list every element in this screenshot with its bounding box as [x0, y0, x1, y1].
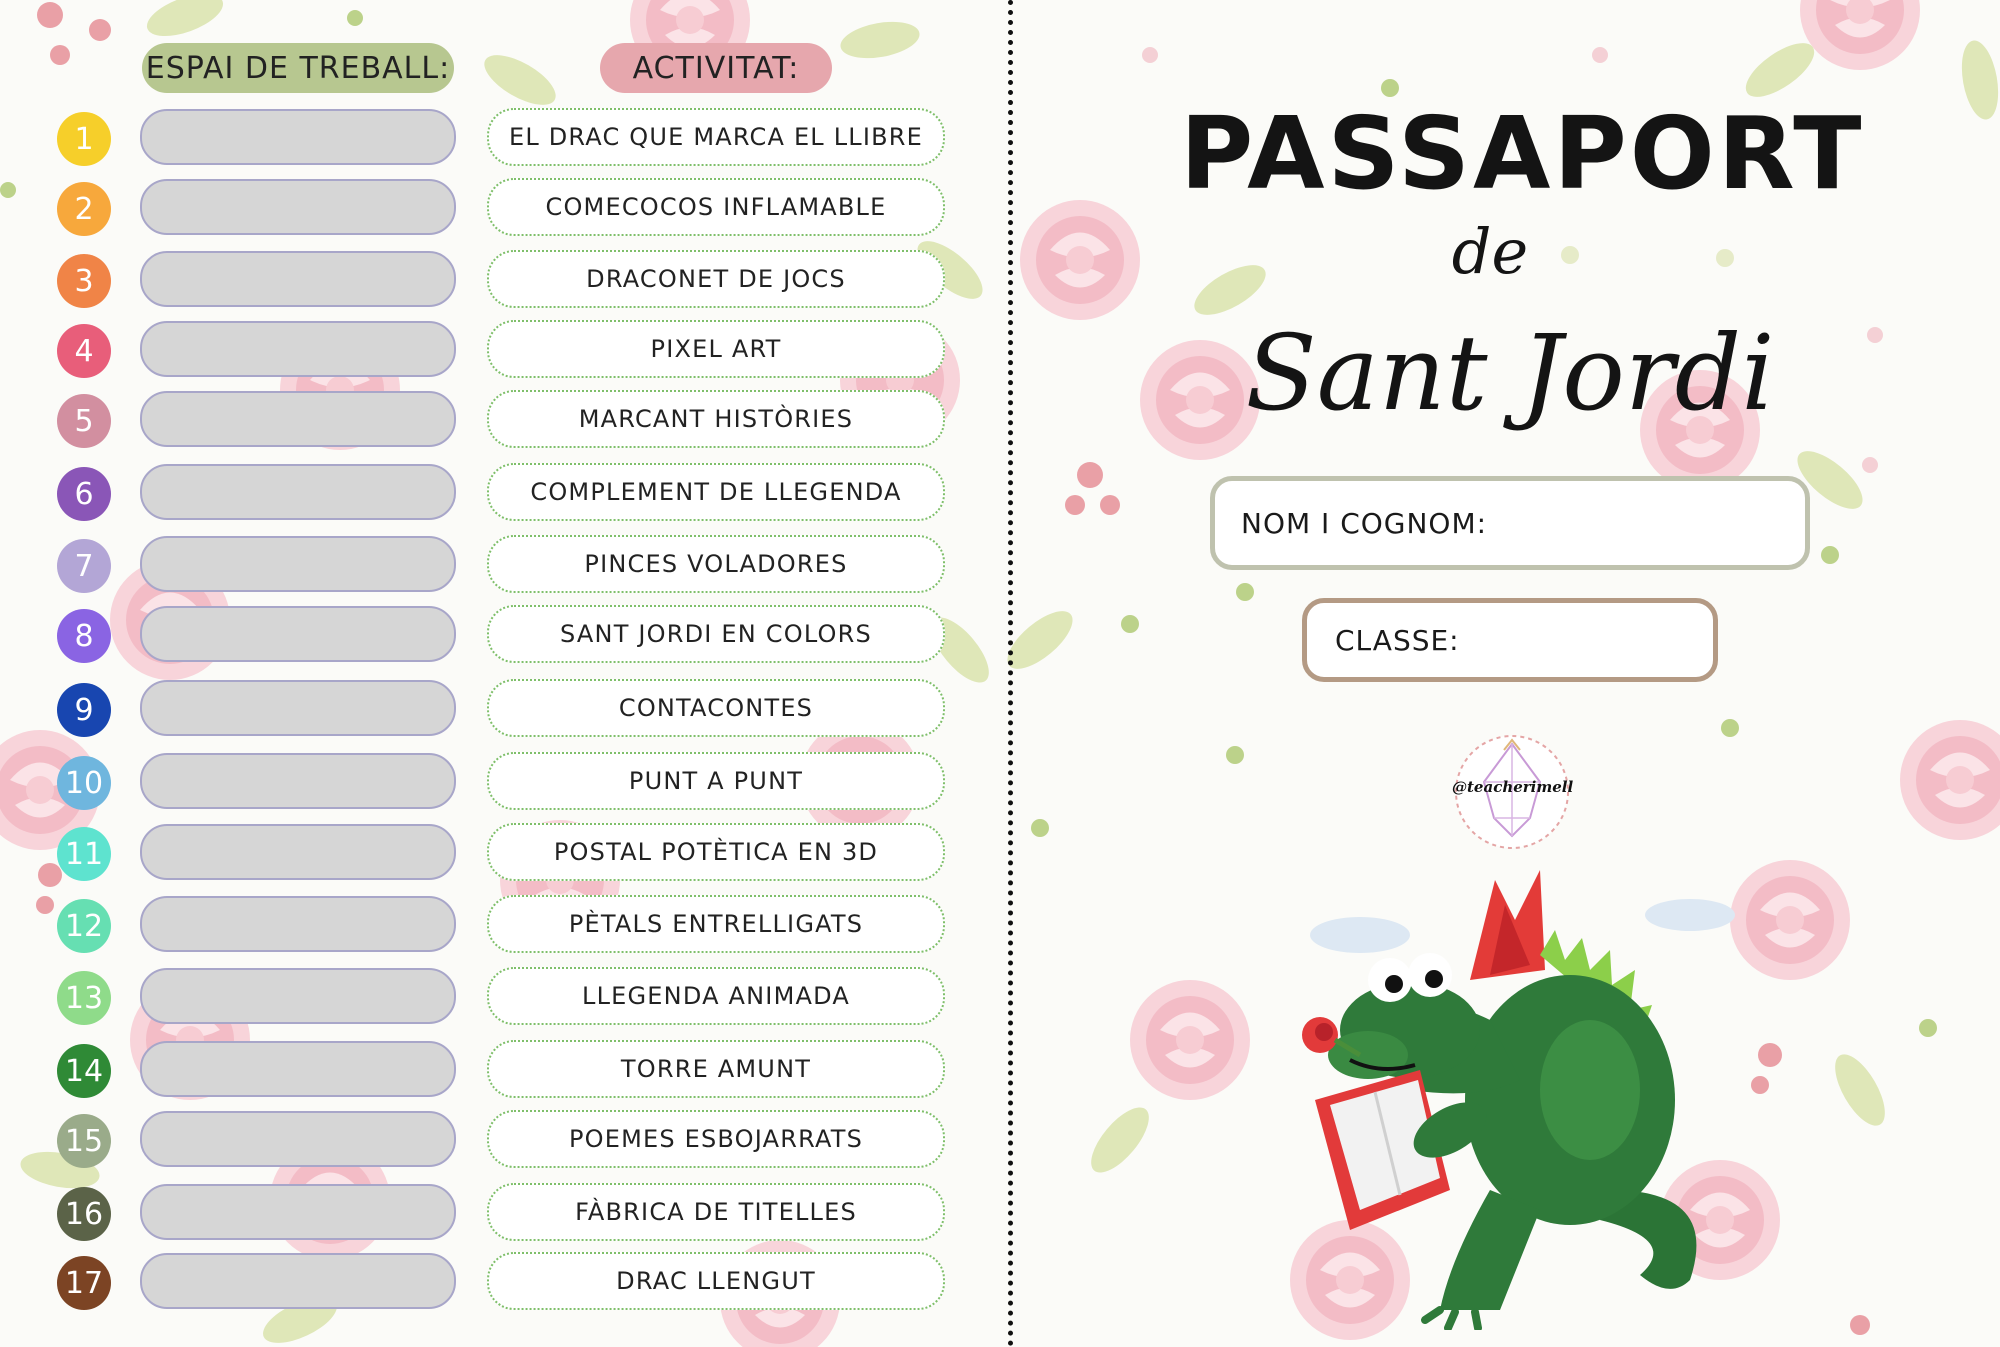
workspace-slot[interactable]: [140, 1111, 456, 1167]
activity-label: PUNT A PUNT: [487, 752, 945, 810]
workspace-slot[interactable]: [140, 109, 456, 165]
activity-row: [0, 895, 960, 955]
workspace-slot[interactable]: [140, 1041, 456, 1097]
activity-label: COMECOCOS INFLAMABLE: [487, 178, 945, 236]
activity-row: [0, 320, 960, 380]
activity-header: ACTIVITAT:: [600, 43, 832, 93]
activity-label: FÀBRICA DE TITELLES: [487, 1183, 945, 1241]
class-field-label: CLASSE:: [1335, 623, 1460, 657]
workspace-header: ESPAI DE TREBALL:: [142, 43, 454, 93]
activity-label: PINCES VOLADORES: [487, 535, 945, 593]
workspace-slot[interactable]: [140, 606, 456, 662]
number-badge: 8: [57, 609, 111, 663]
activity-row: [0, 463, 960, 523]
number-badge: 16: [57, 1187, 111, 1241]
activity-row: [0, 752, 960, 812]
name-field[interactable]: [1210, 476, 1810, 570]
workspace-slot[interactable]: [140, 179, 456, 235]
workspace-slot[interactable]: [140, 391, 456, 447]
page-divider: [1008, 0, 1013, 1347]
number-badge: 12: [57, 899, 111, 953]
activity-row: [0, 1183, 960, 1243]
activity-label: MARCANT HISTÒRIES: [487, 390, 945, 448]
number-badge: 13: [57, 971, 111, 1025]
name-field-label: NOM I COGNOM:: [1241, 506, 1488, 540]
number-badge: 7: [57, 539, 111, 593]
activity-row: [0, 390, 960, 450]
number-badge: 2: [57, 182, 111, 236]
activity-row: [0, 178, 960, 238]
page-title: PASSAPORT: [1180, 95, 1865, 212]
activity-label: PIXEL ART: [487, 320, 945, 378]
number-badge: 3: [57, 254, 111, 308]
activity-row: [0, 605, 960, 665]
workspace-slot[interactable]: [140, 968, 456, 1024]
activity-label: POEMES ESBOJARRATS: [487, 1110, 945, 1168]
activity-label: PÈTALS ENTRELLIGATS: [487, 895, 945, 953]
activity-label: COMPLEMENT DE LLEGENDA: [487, 463, 945, 521]
logo-text: @teacherimell: [1452, 778, 1574, 796]
workspace-slot[interactable]: [140, 680, 456, 736]
number-badge: 4: [57, 324, 111, 378]
workspace-slot[interactable]: [140, 1253, 456, 1309]
activity-label: LLEGENDA ANIMADA: [487, 967, 945, 1025]
activity-row: [0, 967, 960, 1027]
page-subtitle: Sant Jordi: [1245, 312, 1775, 434]
dragon-reading-illustration: [1290, 860, 1760, 1330]
activity-label: SANT JORDI EN COLORS: [487, 605, 945, 663]
number-badge: 1: [57, 112, 111, 166]
activity-row: [0, 1110, 960, 1170]
workspace-slot[interactable]: [140, 753, 456, 809]
title-connector: de: [1451, 215, 1529, 288]
teacher-logo: [1452, 732, 1572, 852]
activity-row: [0, 823, 960, 883]
workspace-slot[interactable]: [140, 321, 456, 377]
number-badge: 15: [57, 1114, 111, 1168]
number-badge: 14: [57, 1044, 111, 1098]
workspace-slot[interactable]: [140, 896, 456, 952]
number-badge: 5: [57, 394, 111, 448]
workspace-slot[interactable]: [140, 251, 456, 307]
activity-label: CONTACONTES: [487, 679, 945, 737]
activity-row: [0, 1040, 960, 1100]
number-badge: 10: [57, 756, 111, 810]
number-badge: 6: [57, 467, 111, 521]
class-field[interactable]: [1302, 598, 1718, 682]
activity-row: [0, 108, 960, 168]
activity-label: TORRE AMUNT: [487, 1040, 945, 1098]
workspace-slot[interactable]: [140, 824, 456, 880]
workspace-slot[interactable]: [140, 1184, 456, 1240]
number-badge: 9: [57, 683, 111, 737]
activity-row: [0, 535, 960, 595]
workspace-slot[interactable]: [140, 464, 456, 520]
number-badge: 11: [57, 827, 111, 881]
activity-label: EL DRAC QUE MARCA EL LLIBRE: [487, 108, 945, 166]
workspace-slot[interactable]: [140, 536, 456, 592]
activity-label: DRAC LLENGUT: [487, 1252, 945, 1310]
activity-row: [0, 679, 960, 739]
activity-row: [0, 250, 960, 310]
activity-label: POSTAL POTÈTICA EN 3D: [487, 823, 945, 881]
number-badge: 17: [57, 1256, 111, 1310]
activity-row: [0, 1252, 960, 1312]
activity-label: DRACONET DE JOCS: [487, 250, 945, 308]
